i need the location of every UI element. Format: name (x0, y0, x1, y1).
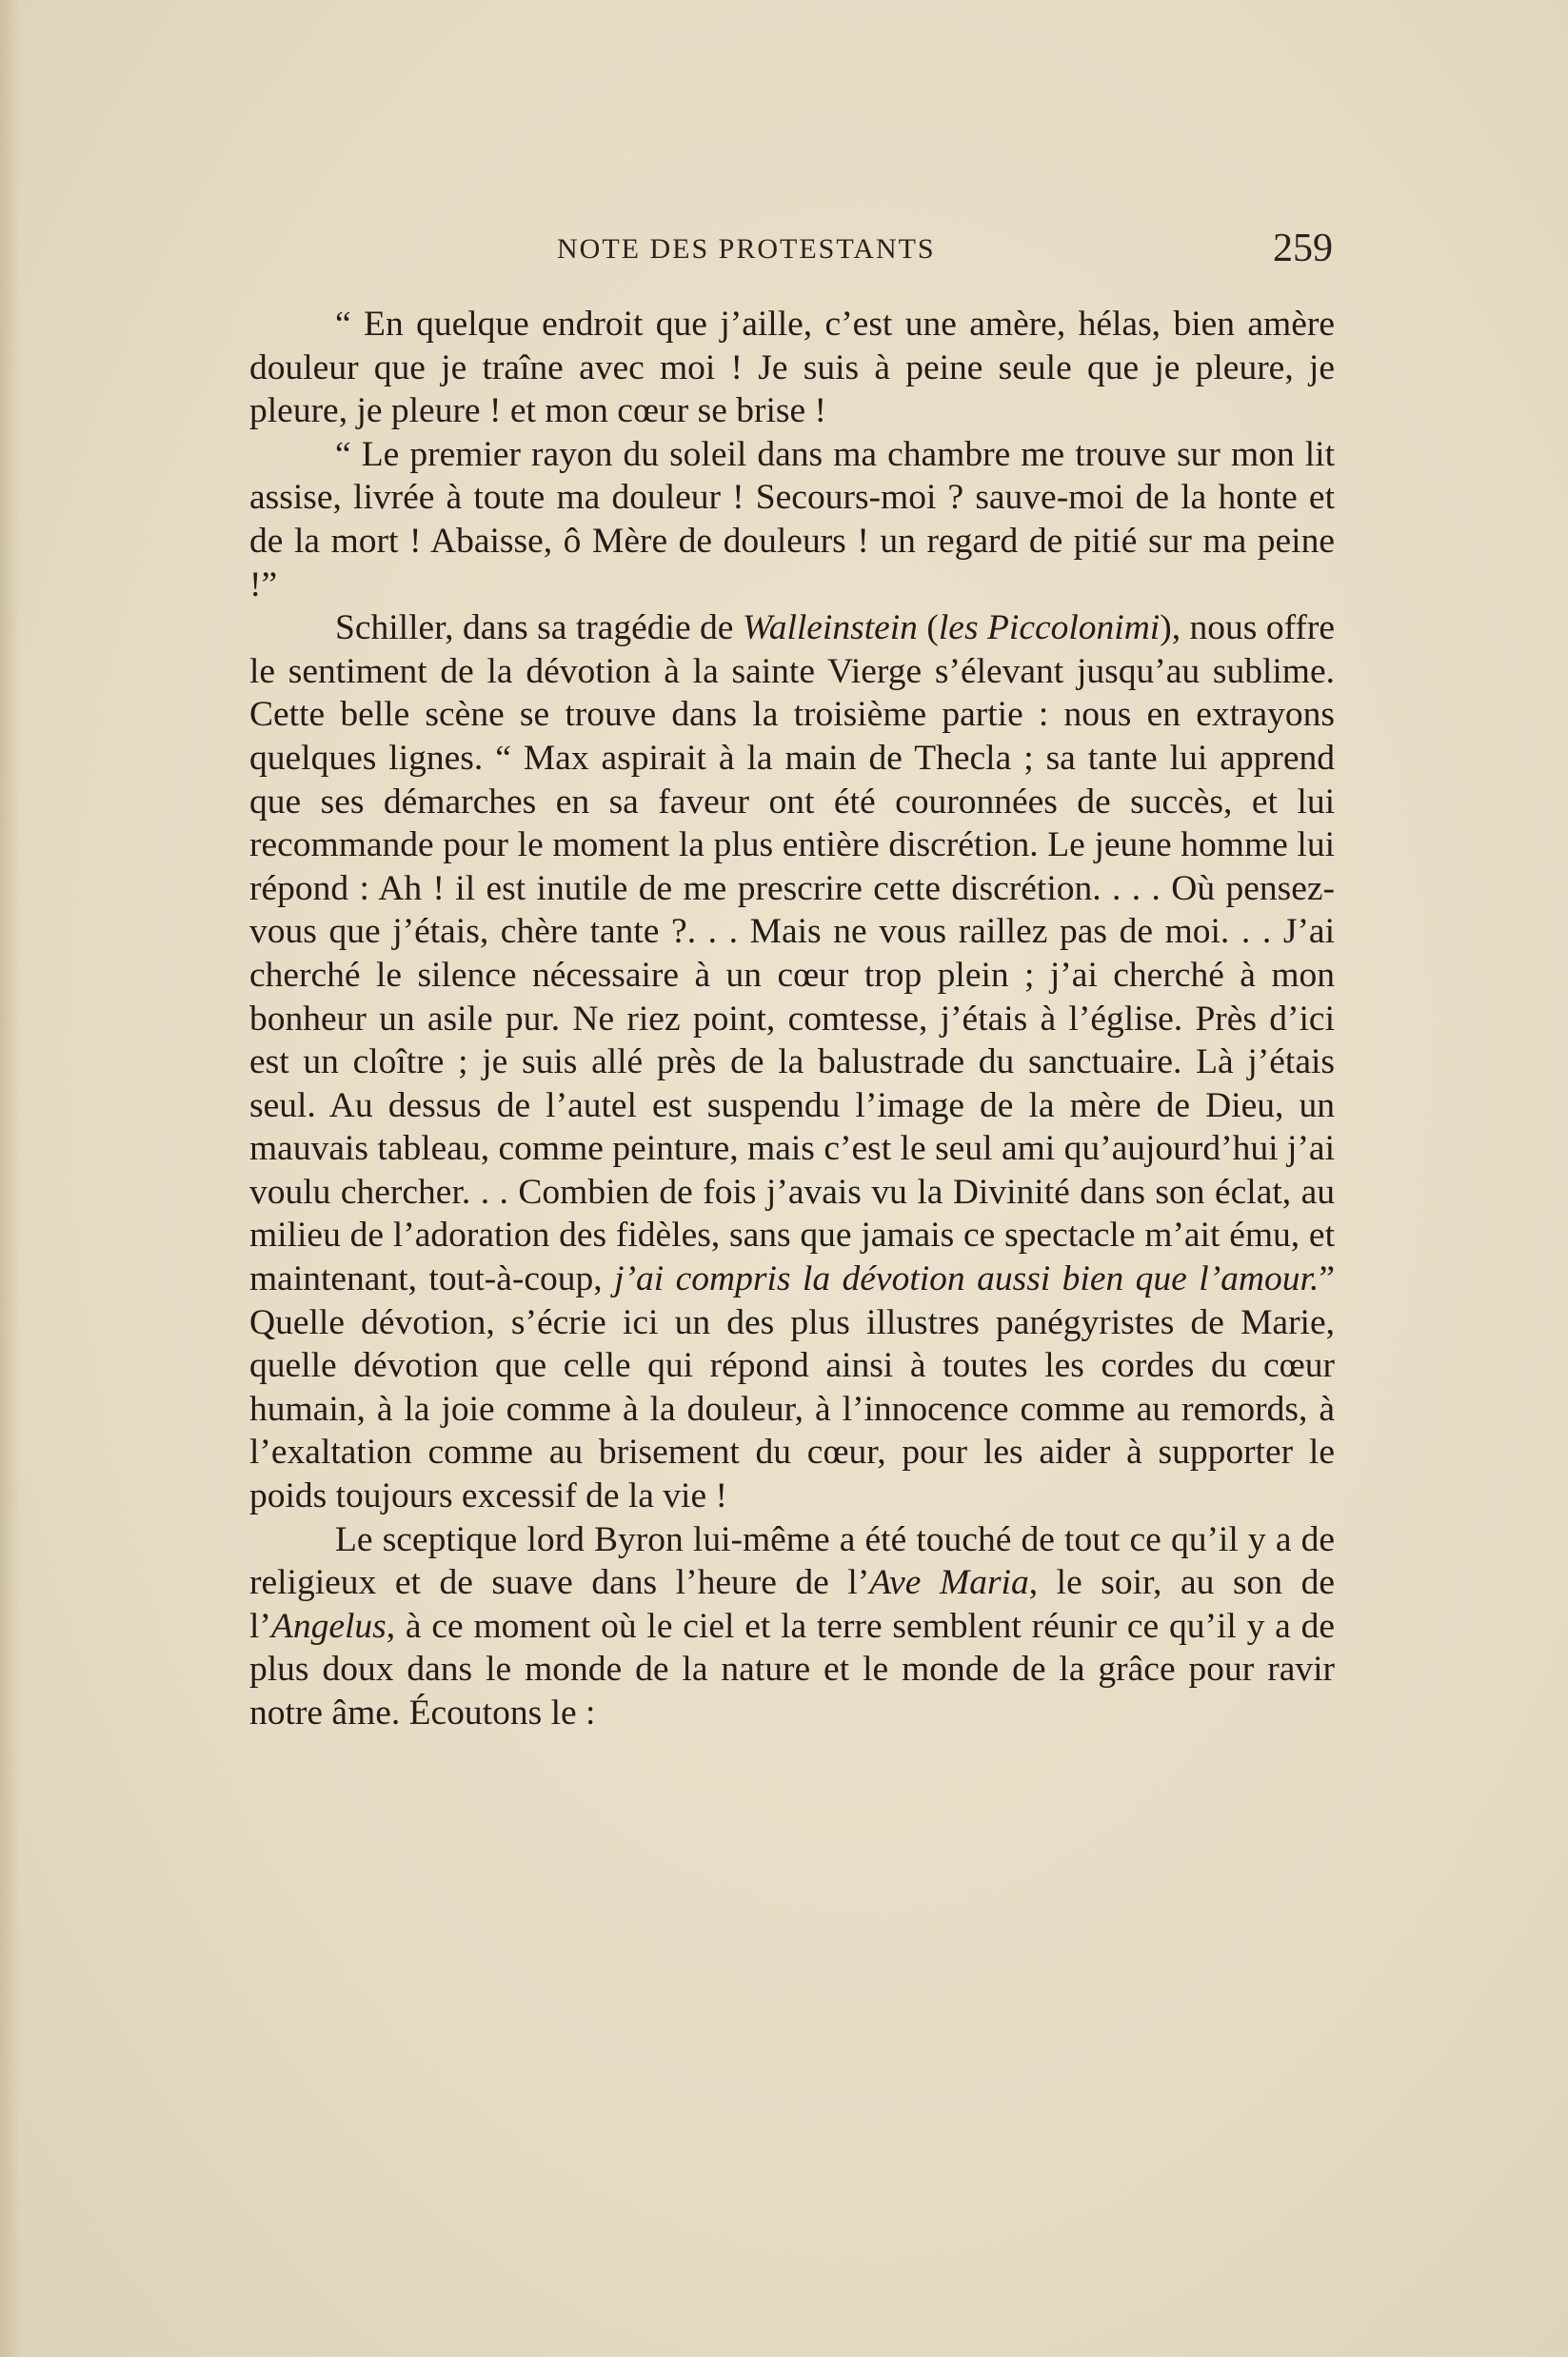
paragraph-byron (249, 1518, 1335, 1735)
text-run: ), nous offre le sentiment de la dévotion à la sainte Vierge s’élevant jusqu’au sublime. Cette belle scène se trouve dans la troisième partie : nous en extrayons quelques lignes. “ Max aspirait à la main de Thecla ; sa tante lui apprend que ses démarches en sa faveur ont été couronnées de succès, et lui recommande pour le moment la plus entière discrétion. Le jeune homme lui répond : Ah ! il est inutile de me prescrire cette discrétion. . . . Où pensez-vous que j’étais, chère tante ?. . . Mais ne vous raillez pas de moi. . . J’ai cherché le silence nécessaire à un cœur trop plein ; j’ai cherché à mon bonheur un asile pur. Ne riez point, comtesse, j’étais à l’église. Près d’ici est un cloître ; je suis allé près de la balustrade du sanctuaire. Là j’étais seul. Au dessus de l’autel est suspendu l’image de la mère de Dieu, un mauvais tableau, comme peinture, mais c’est le seul ami qu’aujourd’hui j’ai voulu chercher. . . Combien de fois j’avais vu la Divinité dans son éclat, au milieu de l’adoration des fidèles, sans que jamais ce spectacle m’ait ému, et maintenant, tout-à-coup, (249, 608, 1335, 1299)
text-run: ( (917, 608, 939, 648)
text-run: Le sceptique lord Byron lui-même a été touché de tout ce qu’il y a de religieux et de suave dans l’heure de l’ (249, 1519, 1335, 1603)
italic-title: Walleinstein (742, 608, 918, 648)
paragraph-quote-2: “ Le premier rayon du soleil dans ma chambre me trouve sur mon lit assise, livrée à toute ma douleur ! Secours-moi ? sauve-moi de la honte et de la mort ! Abaisse, ô Mère de douleurs ! un regard de pitié sur ma peine !” (249, 434, 1335, 604)
paragraph-quote-1: “ En quelque endroit que j’aille, c’est une amère, hélas, bien amère douleur que je traîne avec moi ! Je suis à peine seule que je pleure, je pleure, je pleure ! et mon cœur se brise ! (249, 305, 1335, 431)
text-run: , le soir, au son de l’ (249, 1563, 1335, 1646)
italic-title: les Piccolonimi (938, 608, 1161, 648)
text-run: ” Quelle dévotion, s’écrie ici un des plus illustres panégyristes de Marie, quelle dévotion que celle qui répond ainsi à toutes les cordes du cœur humain, à la joie comme à la douleur, à l’innocence comme au remords, à l’exaltation comme au brisement du cœur, pour les aider à supporter le poids toujours excessif de la vie ! (249, 1259, 1335, 1516)
italic-term: Ave Maria (869, 1563, 1029, 1603)
page-number: 259 (1273, 227, 1333, 270)
spine-shadow (0, 0, 21, 2357)
page-header (248, 227, 1333, 281)
italic-term: Angelus (270, 1606, 387, 1646)
text-run: Schiller, dans sa tragédie de (335, 608, 743, 648)
italic-quote: j’ai compris la dévotion aussi bien que l’amour. (614, 1259, 1320, 1299)
running-head: NOTE DES PROTESTANTS (557, 233, 936, 265)
paragraph-schiller (249, 606, 1335, 1517)
body-text (249, 303, 1335, 1735)
text-run: , à ce moment où le ciel et la terre semblent réunir ce qu’il y a de plus doux dans le monde de la nature et le monde de la grâce pour ravir notre âme. Écoutons le : (249, 1606, 1335, 1733)
